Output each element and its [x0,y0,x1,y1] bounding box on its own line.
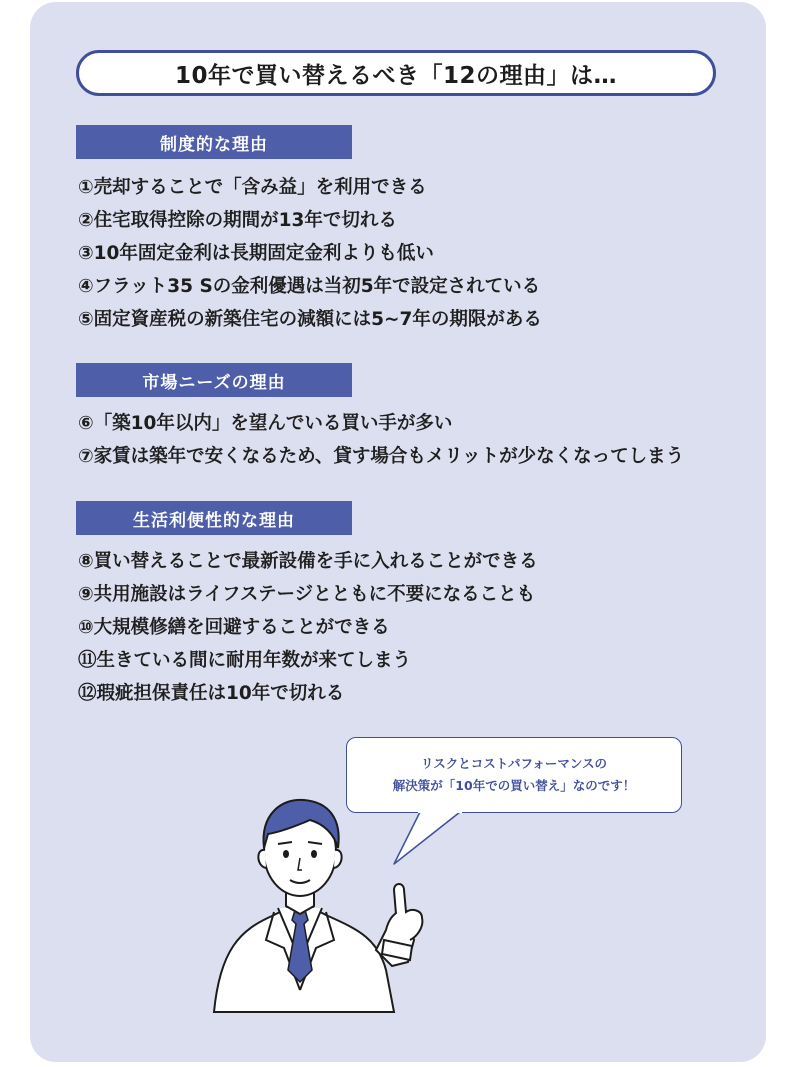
reason-item: ⑥「築10年以内」を望んでいる買い手が多い [78,413,453,434]
reason-list-market [78,407,684,473]
reason-item: ②住宅取得控除の期間が13年で切れる [78,210,397,231]
reason-item: ⑩大規模修繕を回避することができる [78,617,390,638]
reason-item: ④フラット35 Sの金利優遇は当初5年で設定されている [78,276,541,297]
reason-item: ⑨共用施設はライフステージとともに不要になることも [78,584,536,605]
section-label-institutional: 制度的な理由 [76,125,352,159]
page-title: 10年で買い替えるべき「12の理由」は… [174,62,617,89]
reason-item: ③10年固定金利は長期固定金利よりも低い [78,243,434,264]
reason-item: ⑤固定資産税の新築住宅の減額には5~7年の期限がある [78,309,542,330]
reason-item: ⑪生きている間に耐用年数が来てしまう [78,650,412,671]
reason-list-institutional [78,171,542,336]
reason-item: ⑧買い替えることで最新設備を手に入れることができる [78,551,538,572]
reason-item: ⑫瑕疵担保責任は10年で切れる [78,683,345,704]
title-box [76,50,716,96]
section-label-lifestyle: 生活利便性的な理由 [76,501,352,535]
section-label-market: 市場ニーズの理由 [76,363,352,397]
reason-list-lifestyle [78,545,538,710]
reason-item: ①売却することで「含み益」を利用できる [78,177,427,198]
bubble-line-1: リスクとコストパフォーマンスの [420,756,607,771]
bubble-line-2: 解決策が「10年での買い替え」なのです！ [392,778,636,793]
reason-item: ⑦家賃は築年で安くなるため、貸す場合もメリットが少なくなってしまう [78,446,685,467]
businessman-illustration [200,790,440,1015]
